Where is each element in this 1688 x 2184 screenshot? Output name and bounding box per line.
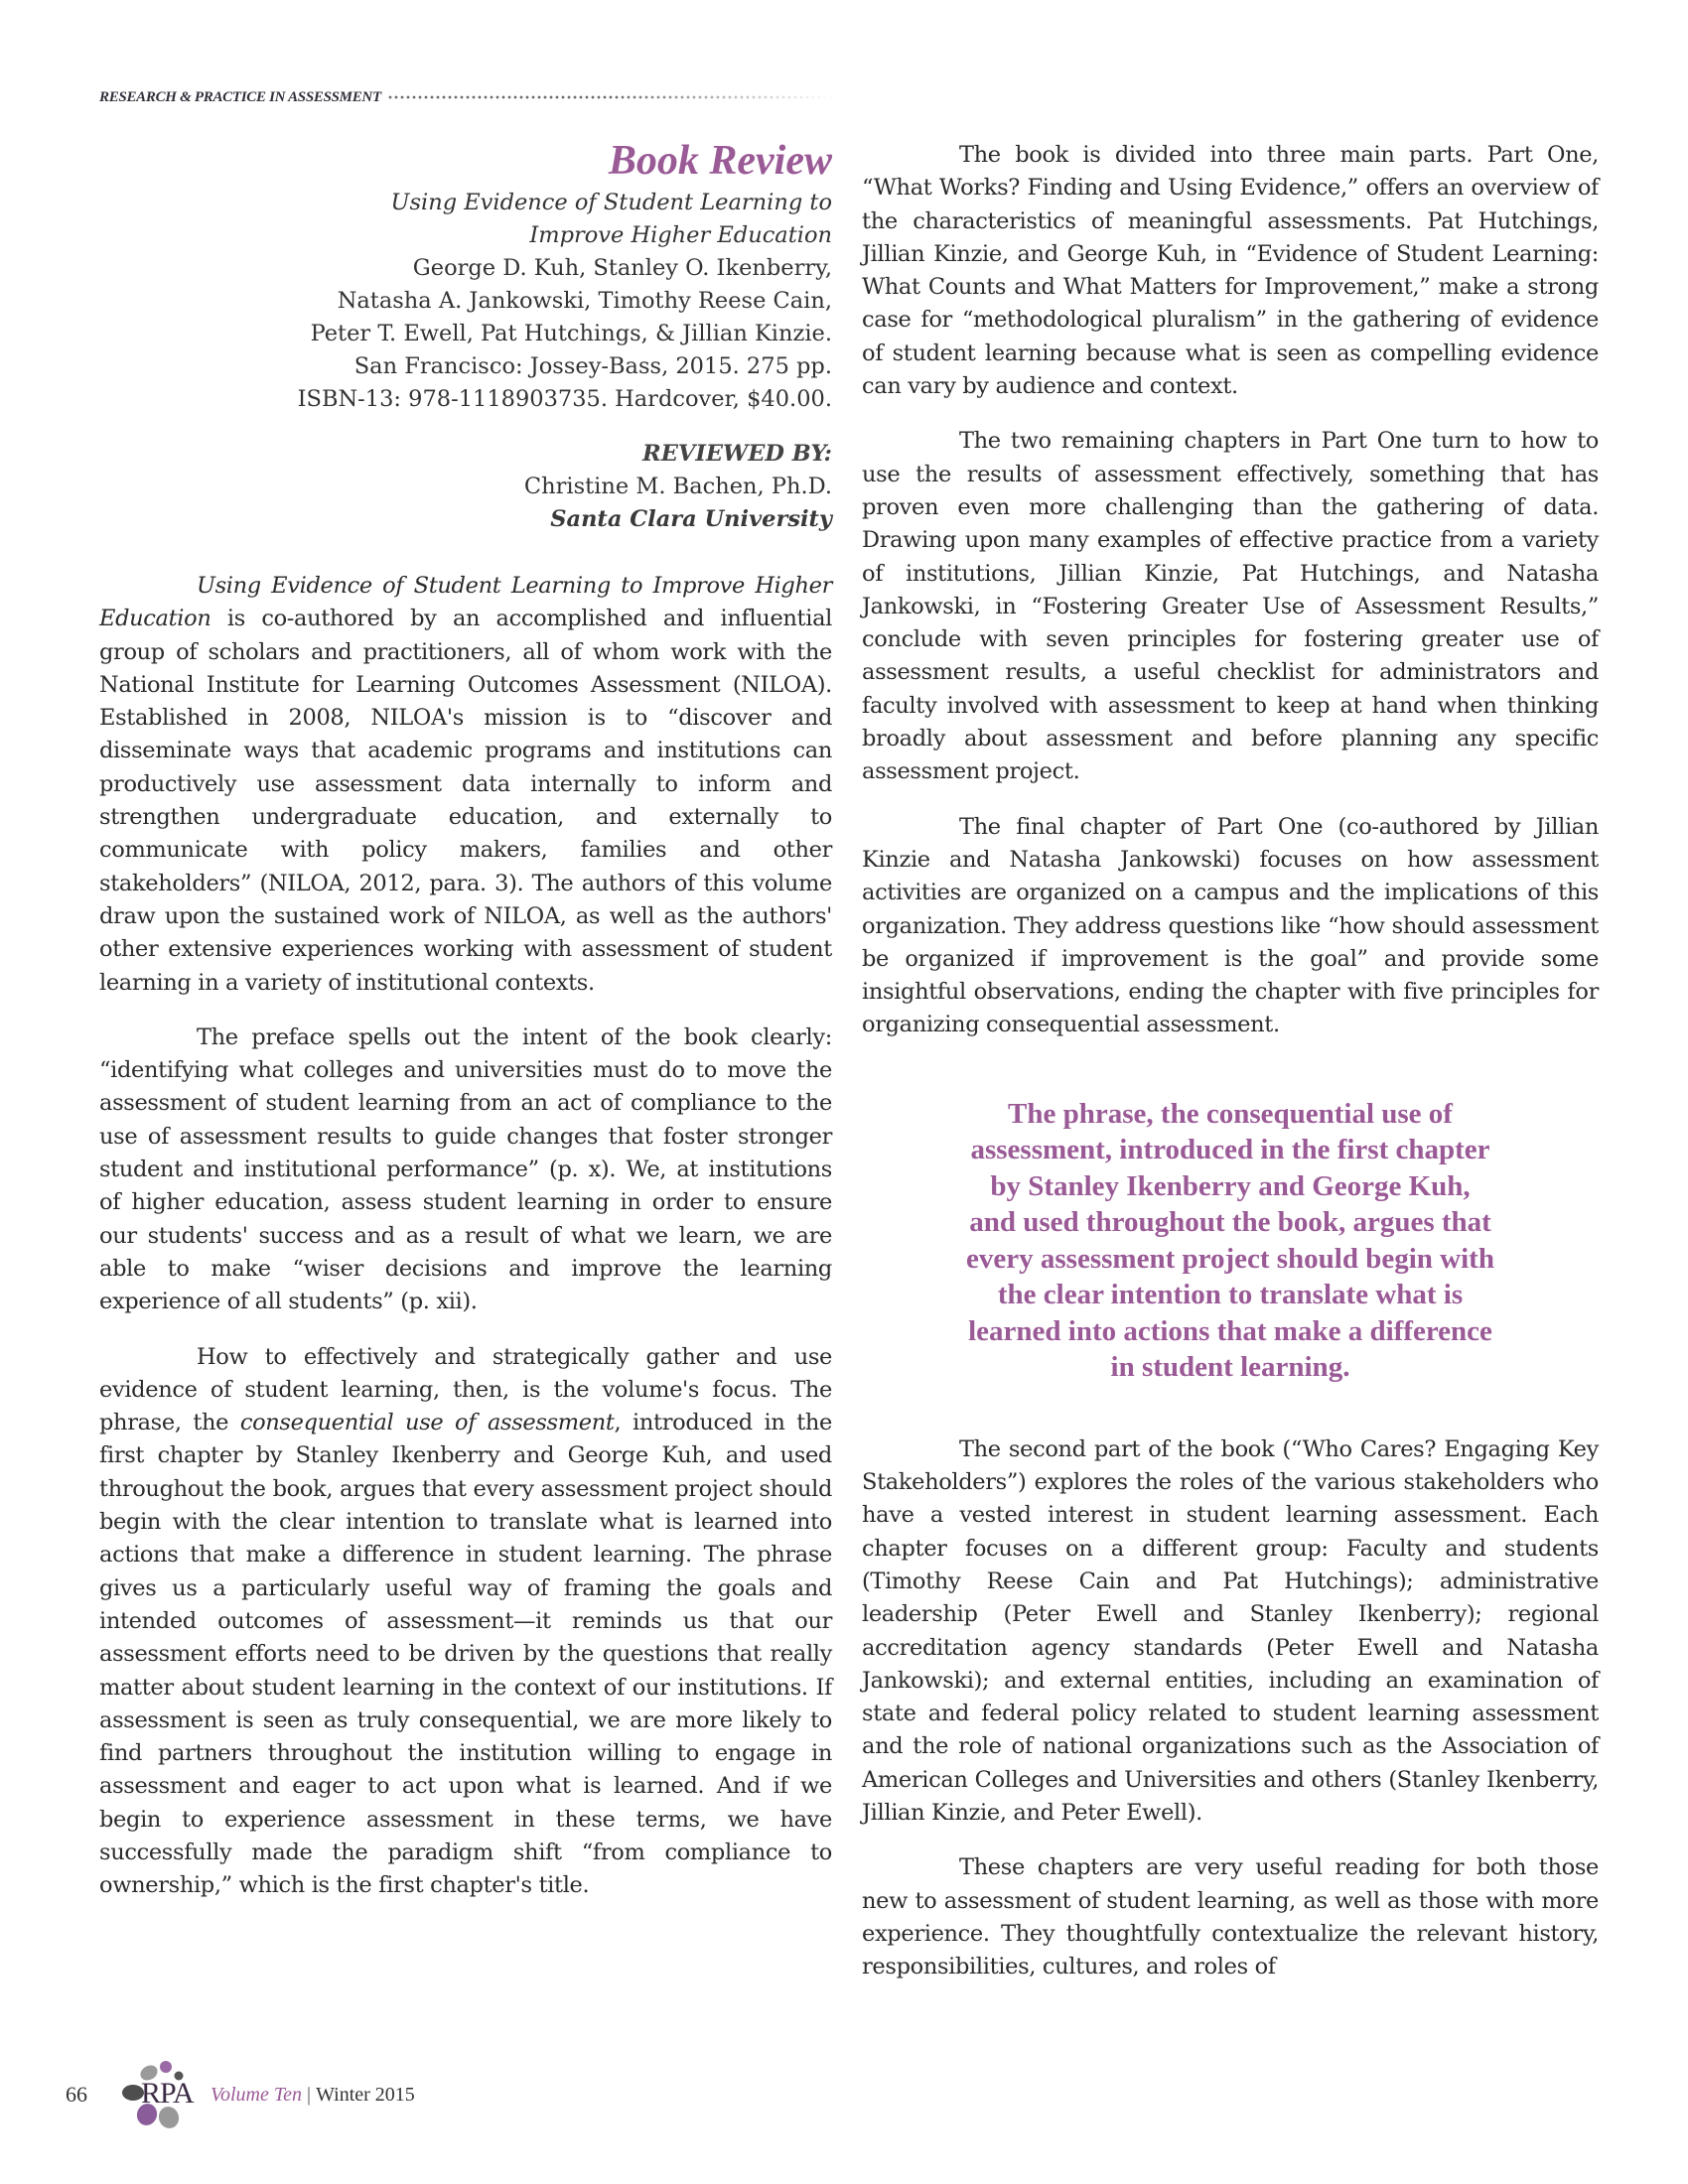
emphasized-phrase: consequential use of assessment [239,1410,615,1436]
paragraph-text: , introduced in the first chapter by Stanley Ikenberry and George Kuh, and used throughout the book, argues that every assessment project should begin with the clear intention to translate what is learned into actions that make a difference in student learning. The phrase gives us a particularly useful way of framing the goals and intended outcomes of assessment—it reminds us that our assessment efforts need to be driven by the questions that really matter about student learning in the context of our institutions. If assessment is seen as truly consequential, we are more likely to find partners throughout the institution willing to engage in assessment and eager to act upon what is learned. And if we begin to experience assessment in these terms, we have successfully made the paradigm shift “from compliance to ownership,” which is the first chapter's title. [99,1410,832,1899]
issue-label: Winter 2015 [316,2083,415,2106]
section-title: Book Review [608,138,832,184]
book-title-line-1: Using Evidence of Student Learning to [390,190,832,215]
authors-line-1: George D. Kuh, Stanley O. Ikenberry, [412,255,832,281]
publisher-info: San Francisco: Jossey-Bass, 2015. 275 pp. [353,353,832,379]
bibliographic-block [99,139,832,416]
reviewer-block [99,438,832,536]
authors-line-2: Natasha A. Jankowski, Timothy Reese Cain, [337,288,832,314]
pull-quote-line: assessment, introduced in the first chapter [970,1134,1490,1166]
paragraph: The final chapter of Part One (co-authored by Jillian Kinzie and Natasha Jankowski) focuses on how assessment activities are organized on a campus and the implications of this organization. They address questions like “how should assessment be organized if improvement is the goal” and provide some insightful observations, ending the chapter with five principles for organizing consequential assessment. [862,813,1599,1038]
authors-line-3: Peter T. Ewell, Pat Hutchings, & Jillian Kinzie. [310,321,832,346]
dotted-rule [387,95,834,99]
paragraph-text: How to effectively and strategically gather and use evidence of student learning, then, is the volume's focus. The phrase, the [99,1343,832,1436]
pull-quote [882,1096,1579,1386]
pull-quote-line: and used throughout the book, argues that [969,1206,1491,1239]
paragraph: The preface spells out the intent of the book clearly: “identifying what colleges and universities must do to move the assessment of student learning from an act of compliance to the use of assessment results to guide changes that foster stronger student and institutional performance” (p. x). We, at institutions of higher education, assess student learning in order to ensure our students' success and as a result of what we learn, we are able to make “wiser decisions and improve the learning experience of all students” (p. xii). [99,1024,832,1315]
reviewer-name: Christine M. Bachen, Ph.D. [523,474,832,499]
paragraph-text: is co-authored by an accomplished and influential group of scholars and practitioners, all of whom work with the National Institute for Learning Outcomes Assessment (NILOA). Established in 2008, NILOA's mission is to “discover and disseminate ways that academic programs and institutions can productively use assessment data internally to inform and strengthen undergraduate education, and externally to communicate with policy makers, families and other stakeholders” (NILOA, 2012, para. 3). The authors of this volume draw upon the sustained work of NILOA, as well as the authors' other extensive experiences working with assessment of student learning in a variety of institutional contexts. [99,606,832,996]
running-head [99,87,834,107]
footer-separator: | [307,2083,312,2106]
book-title-inline: Using Evidence of Student Learning to Improve Higher Education [99,573,832,632]
pull-quote-line: every assessment project should begin with [966,1242,1494,1275]
book-title-line-2: Improve Higher Education [529,222,832,248]
rpa-logo [119,2055,203,2134]
logo-text: RPA [141,2077,194,2110]
isbn-info: ISBN-13: 978-1118903735. Hardcover, $40.00. [297,386,832,412]
pull-quote-line: by Stanley Ikenberry and George Kuh, [990,1169,1471,1202]
pull-quote-line: in student learning. [1110,1351,1350,1384]
volume-label: Volume Ten [211,2083,303,2106]
paragraph: These chapters are very useful reading for both those new to assessment of student learning, as well as those with more experience. They thoughtfully contextualize the relevant history, responsibilities, cultures, and roles of [862,1854,1599,1980]
page-footer [66,2065,415,2124]
pull-quote-line: The phrase, the consequential use of [1008,1097,1453,1130]
pull-quote-line: learned into actions that make a difference [968,1314,1492,1347]
paragraph [99,570,832,1000]
paragraph: The second part of the book (“Who Cares? Engaging Key Stakeholders”) explores the roles of the various stakeholders who have a vested interest in student learning assessment. Each chapter focuses on a different group: Faculty and students (Timothy Reese Cain and Pat Hutchings); administrative leadership (Peter Ewell and Stanley Ikenberry); regional accreditation agency standards (Peter Ewell and Natasha Jankowski); and external entities, including an examination of state and federal policy related to student learning assessment and the role of national organizations such as the Association of American Colleges and Universities and others (Stanley Ikenberry, Jillian Kinzie, and Peter Ewell). [862,1435,1599,1826]
right-column [862,139,1599,1983]
left-column [99,139,832,1903]
reviewer-affiliation: Santa Clara University [550,506,832,532]
journal-name: RESEARCH & PRACTICE IN ASSESSMENT [99,88,381,105]
paragraph: The book is divided into three main parts. Part One, “What Works? Finding and Using Evidence,” offers an overview of the characteristics of meaningful assessments. Pat Hutchings, Jillian Kinzie, and George Kuh, in “Evidence of Student Learning: What Counts and What Matters for Improvement,” make a strong case for “methodological pluralism” in the gathering of evidence of student learning because what is seen as compelling evidence can vary by audience and context. [862,142,1599,400]
paragraph [99,1341,832,1903]
paragraph: The two remaining chapters in Part One turn to how to use the results of assessment effectively, something that has proven even more challenging than the gathering of data. Drawing upon many examples of effective practice from a variety of institutions, Jillian Kinzie, Pat Hutchings, and Natasha Jankowski, in “Fostering Greater Use of Assessment Results,” conclude with seven principles for fostering greater use of assessment results, a useful checklist for administrators and faculty involved with assessment to keep at hand when thinking broadly about assessment and before planning any specific assessment project. [862,428,1599,785]
pull-quote-line: the clear intention to translate what is [997,1279,1464,1311]
page-number: 66 [66,2082,87,2107]
reviewed-by-label: REVIEWED BY: [642,441,832,467]
